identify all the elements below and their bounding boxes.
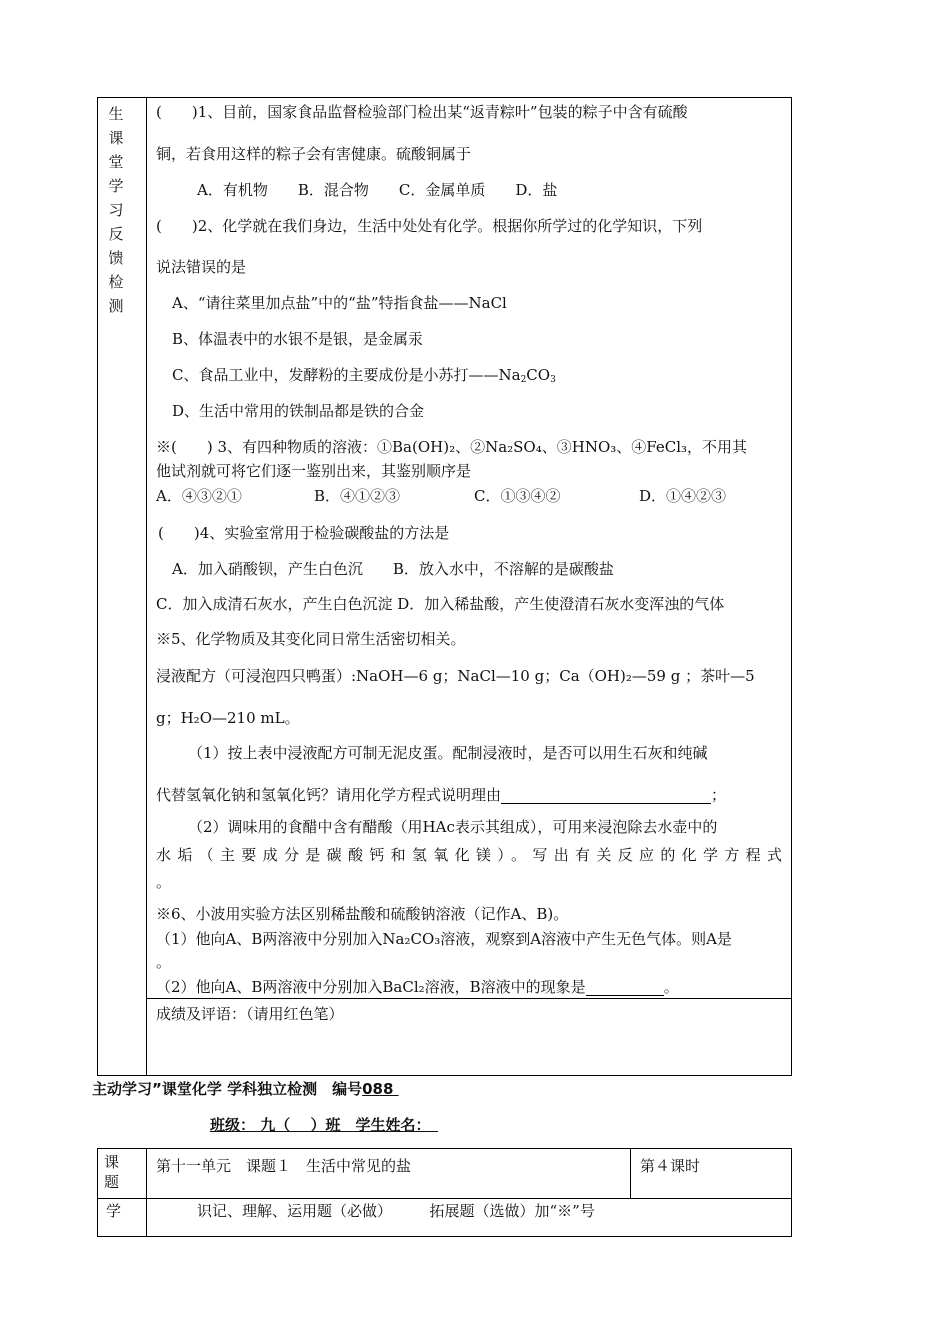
side-label-char: 学 — [108, 177, 124, 195]
sub-question-2 — [156, 978, 679, 996]
answer-option-c — [172, 366, 556, 384]
question-text: 他试剂就可将它们逐一鉴别出来，其鉴别顺序是 — [156, 462, 472, 480]
side-label-char: 生 — [108, 105, 124, 123]
sub-question-2: （2）调味用的食醋中含有醋酸（用HAc表示其组成），可用来浸泡除去水壶中的 — [188, 818, 718, 836]
answer-option-a: A．④③②① — [156, 487, 242, 505]
answer-blank[interactable] — [586, 979, 664, 996]
question-text: ※6、小波用实验方法区别稀盐酸和硫酸钠溶液（记作A、B)。 — [156, 905, 569, 923]
answer-option-c: C．①③④② — [474, 487, 561, 505]
answer-blank[interactable] — [501, 787, 711, 804]
answer-options: A．有机物 B．混合物 C．金属单质 D．盐 — [197, 181, 558, 199]
subscript: 3 — [550, 375, 556, 385]
question-text: ( )4、实验室常用于检验碳酸盐的方法是 — [158, 524, 450, 542]
answer-option-b: B、体温表中的水银不是银，是金属汞 — [172, 330, 424, 348]
subscript: 2 — [520, 375, 527, 385]
sub-question-text: （2）他向A、B两溶液中分别加入BaCl₂溶液，B溶液中的现象是 — [156, 978, 586, 996]
lesson-period: 第４课时 — [640, 1157, 701, 1175]
side-label-char: 测 — [108, 297, 124, 315]
answer-option-d: D．①④②③ — [639, 487, 727, 505]
punctuation: ； — [711, 786, 727, 804]
recipe-text: g；H₂O—210 mL。 — [156, 709, 300, 727]
question-text: ※( ) 3、有四种物质的溶液：①Ba(OH)₂、②Na₂SO₄、③HNO₃、④FeCl₃，不用其 — [156, 438, 748, 456]
class-student-label: 班级： 九（ ）班 学生姓名： — [210, 1116, 423, 1134]
answer-options-cd: C．加入成清石灰水，产生白色沉淀 D．加入稀盐酸，产生使澄清石灰水变浑浊的气体 — [156, 595, 725, 613]
sub-question-text: 代替氢氧化钠和氢氧化钙？请用化学方程式说明理由 — [156, 786, 502, 804]
sheet-title — [92, 1080, 399, 1098]
question-text: ( )1、目前，国家食品监督检验部门检出某“返青粽叶”包装的粽子中含有硫酸 — [156, 103, 688, 121]
question-text: 铜，若食用这样的粽子会有害健康。硫酸铜属于 — [156, 145, 472, 163]
sheet-number: 088 — [362, 1080, 394, 1098]
class-student-line — [210, 1116, 438, 1134]
side-label-char: 反 — [108, 225, 124, 243]
side-label-char: 馈 — [108, 249, 124, 267]
topic-value: 第十一单元 课题１ 生活中常见的盐 — [156, 1157, 412, 1175]
recipe-text: 浸液配方（可浸泡四只鸭蛋）:NaOH—6 g；NaCl—10 g；Ca（OH)₂—59 g ；茶叶—5 — [156, 667, 755, 685]
row-label: 学 — [106, 1202, 122, 1220]
answer-option-a: A、“请往菜里加点盐”中的“盐”特指食盐——NaCl — [172, 294, 507, 312]
sub-question-1: （1）按上表中浸液配方可制无泥皮蛋。配制浸液时，是否可以用生石灰和纯碱 — [188, 744, 708, 762]
answer-blank-end: 。 — [156, 953, 172, 971]
punctuation: 。 — [663, 978, 679, 996]
answer-blank-end: 。 — [156, 873, 172, 891]
side-label-char: 堂 — [108, 153, 124, 171]
option-c-formula: CO — [526, 366, 551, 384]
sub-question-1-cont — [156, 786, 726, 804]
student-name-blank[interactable] — [423, 1116, 438, 1134]
side-label-char: 检 — [108, 273, 124, 291]
side-label-char: 习 — [108, 201, 124, 219]
grade-comment-label: 成绩及评语：（请用红色笔） — [156, 1005, 344, 1023]
title-text: 主动学习”课堂化学 学科独立检测 编号 — [92, 1080, 363, 1098]
sub-question-1: （1）他向A、B两溶液中分别加入Na₂CO₃溶液，观察到A溶液中产生无色气体。则A是 — [156, 930, 732, 948]
question-text: ( )2、化学就在我们身边，生活中处处有化学。根据你所学过的化学知识，下列 — [156, 217, 703, 235]
question-type-legend: 识记、理解、运用题（必做） 拓展题（选做）加“※”号 — [197, 1202, 595, 1220]
answer-option-d: D、生活中常用的铁制品都是铁的合金 — [172, 402, 425, 420]
sub-question-2-cont: 水垢（主要成分是碳酸钙和氢氧化镁）。写出有关反应的化学方程式 — [156, 846, 782, 864]
topic-label: 课题 — [104, 1153, 120, 1191]
question-text: 说法错误的是 — [156, 258, 247, 276]
answer-options-ab: A．加入硝酸钡，产生白色沉 B．放入水中，不溶解的是碳酸盐 — [172, 560, 614, 578]
question-text: ※5、化学物质及其变化同日常生活密切相关。 — [156, 630, 466, 648]
option-c-text: C、食品工业中，发酵粉的主要成份是小苏打——Na — [172, 366, 521, 384]
side-label-char: 课 — [108, 129, 124, 147]
answer-option-b: B．④①②③ — [314, 487, 401, 505]
